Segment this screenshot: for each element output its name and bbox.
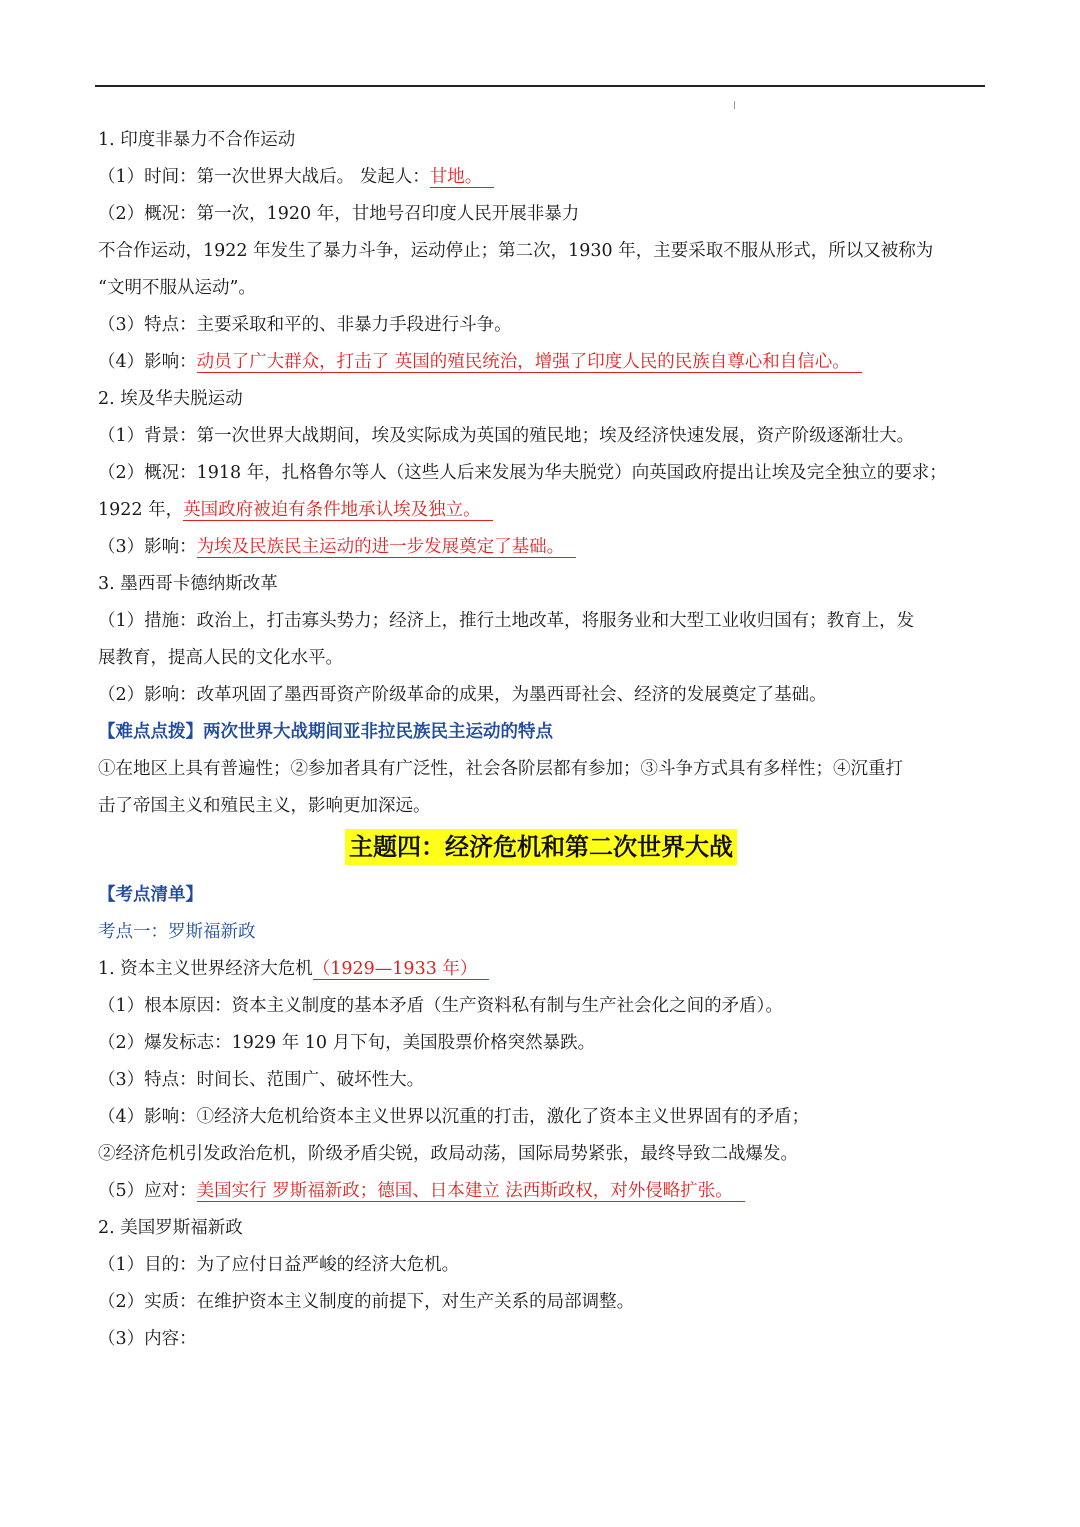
answer-underline: （1929—1933 年） <box>313 959 490 980</box>
section-2-line-overview-2 <box>98 492 984 529</box>
answer-underline: 动员了广大群众，打击了 英国的殖民统治，增强了印度人民的民族自尊心和自信心。 <box>197 352 862 373</box>
text: 1922 年， <box>98 500 184 520</box>
section-3-line-measures-2: 展教育，提高人民的文化水平。 <box>98 648 343 668</box>
answer-underline: 美国实行 罗斯福新政；德国、日本建立 法西斯政权，对外侵略扩张。 <box>197 1181 745 1202</box>
section-2-line-background: （1）背景：第一次世界大战期间，埃及实际成为英国的殖民地；埃及经济快速发展，资产阶级逐渐壮大。 <box>98 426 915 446</box>
section-3-line-measures: （1）措施：政治上，打击寡头势力；经济上，推行土地改革，将服务业和大型工业收归国有；教育上，发 <box>98 611 915 631</box>
section-1-line-impact <box>98 344 984 381</box>
section-3-title: 3. 墨西哥卡德纳斯改革 <box>98 574 278 594</box>
difficulty-tip-line-2: 击了帝国主义和殖民主义，影响更加深远。 <box>98 796 431 816</box>
answer-underline: 英国政府被迫有条件地承认埃及独立。 <box>183 500 493 521</box>
section-1-line-features: （3）特点：主要采取和平的、非暴力手段进行斗争。 <box>98 315 512 335</box>
answer-underline: 为埃及民族民主运动的进一步发展奠定了基础。 <box>197 537 577 558</box>
section-2-line-impact <box>98 529 984 566</box>
topic-heading-row <box>98 825 984 877</box>
section-3-line-impact: （2）影响：改革巩固了墨西哥资产阶级革命的成果，为墨西哥社会、经济的发展奠定了基础。 <box>98 685 827 705</box>
crisis-line-impact-2: ②经济危机引发政治危机，阶级矛盾尖锐，政局动荡，国际局势紧张，最终导致二战爆发。 <box>98 1144 798 1164</box>
section-2-line-overview: （2）概况：1918 年，扎格鲁尔等人（这些人后来发展为华夫脱党）向英国政府提出让埃及完全独立的要求； <box>98 463 947 483</box>
crisis-line-outbreak: （2）爆发标志：1929 年 10 月下旬，美国股票价格突然暴跌。 <box>98 1033 596 1053</box>
crisis-line-features: （3）特点：时间长、范围广、破坏性大。 <box>98 1070 425 1090</box>
section-1-line-overview: （2）概况：第一次，1920 年，甘地号召印度人民开展非暴力 <box>98 204 580 224</box>
new-deal-line-essence: （2）实质：在维护资本主义制度的前提下，对生产关系的局部调整。 <box>98 1292 635 1312</box>
answer-underline: 甘地。 <box>430 167 495 188</box>
difficulty-tip-line-1: ①在地区上具有普遍性；②参加者具有广泛性，社会各阶层都有参加；③斗争方式具有多样性；④沉重打 <box>98 759 903 779</box>
document-body <box>98 122 984 1358</box>
section-1-line-time <box>98 159 984 196</box>
topic-heading: 主题四：经济危机和第二次世界大战 <box>345 829 737 865</box>
crisis-line-response <box>98 1173 984 1210</box>
point-1-title: 考点一：罗斯福新政 <box>98 922 256 942</box>
checklist-title: 【考点清单】 <box>98 885 203 905</box>
crisis-line-cause: （1）根本原因：资本主义制度的基本矛盾（生产资料私有制与生产社会化之间的矛盾）。 <box>98 996 783 1016</box>
crisis-line-impact: （4）影响：①经济大危机给资本主义世界以沉重的打击，激化了资本主义世界固有的矛盾； <box>98 1107 810 1127</box>
section-2-title: 2. 埃及华夫脱运动 <box>98 389 243 409</box>
header-rule <box>95 85 985 87</box>
new-deal-line-purpose: （1）目的：为了应付日益严峻的经济大危机。 <box>98 1255 460 1275</box>
text: （1）时间：第一次世界大战后。 发起人： <box>98 167 430 187</box>
new-deal-title: 2. 美国罗斯福新政 <box>98 1218 243 1238</box>
text: （5）应对： <box>98 1181 197 1201</box>
text: （3）影响： <box>98 537 197 557</box>
section-1-line-overview-3: “文明不服从运动”。 <box>98 278 256 298</box>
text: 1. 资本主义世界经济大危机 <box>98 959 313 979</box>
header-tick-mark <box>734 101 735 109</box>
section-1-line-overview-2: 不合作运动，1922 年发生了暴力斗争，运动停止；第二次，1930 年，主要采取不服从形式，所以又被称为 <box>98 241 934 261</box>
section-1-title: 1. 印度非暴力不合作运动 <box>98 130 296 150</box>
difficulty-tip-title: 【难点点拨】两次世界大战期间亚非拉民族民主运动的特点 <box>98 722 553 742</box>
new-deal-line-content: （3）内容： <box>98 1329 197 1349</box>
text: （4）影响： <box>98 352 197 372</box>
crisis-title <box>98 951 984 988</box>
